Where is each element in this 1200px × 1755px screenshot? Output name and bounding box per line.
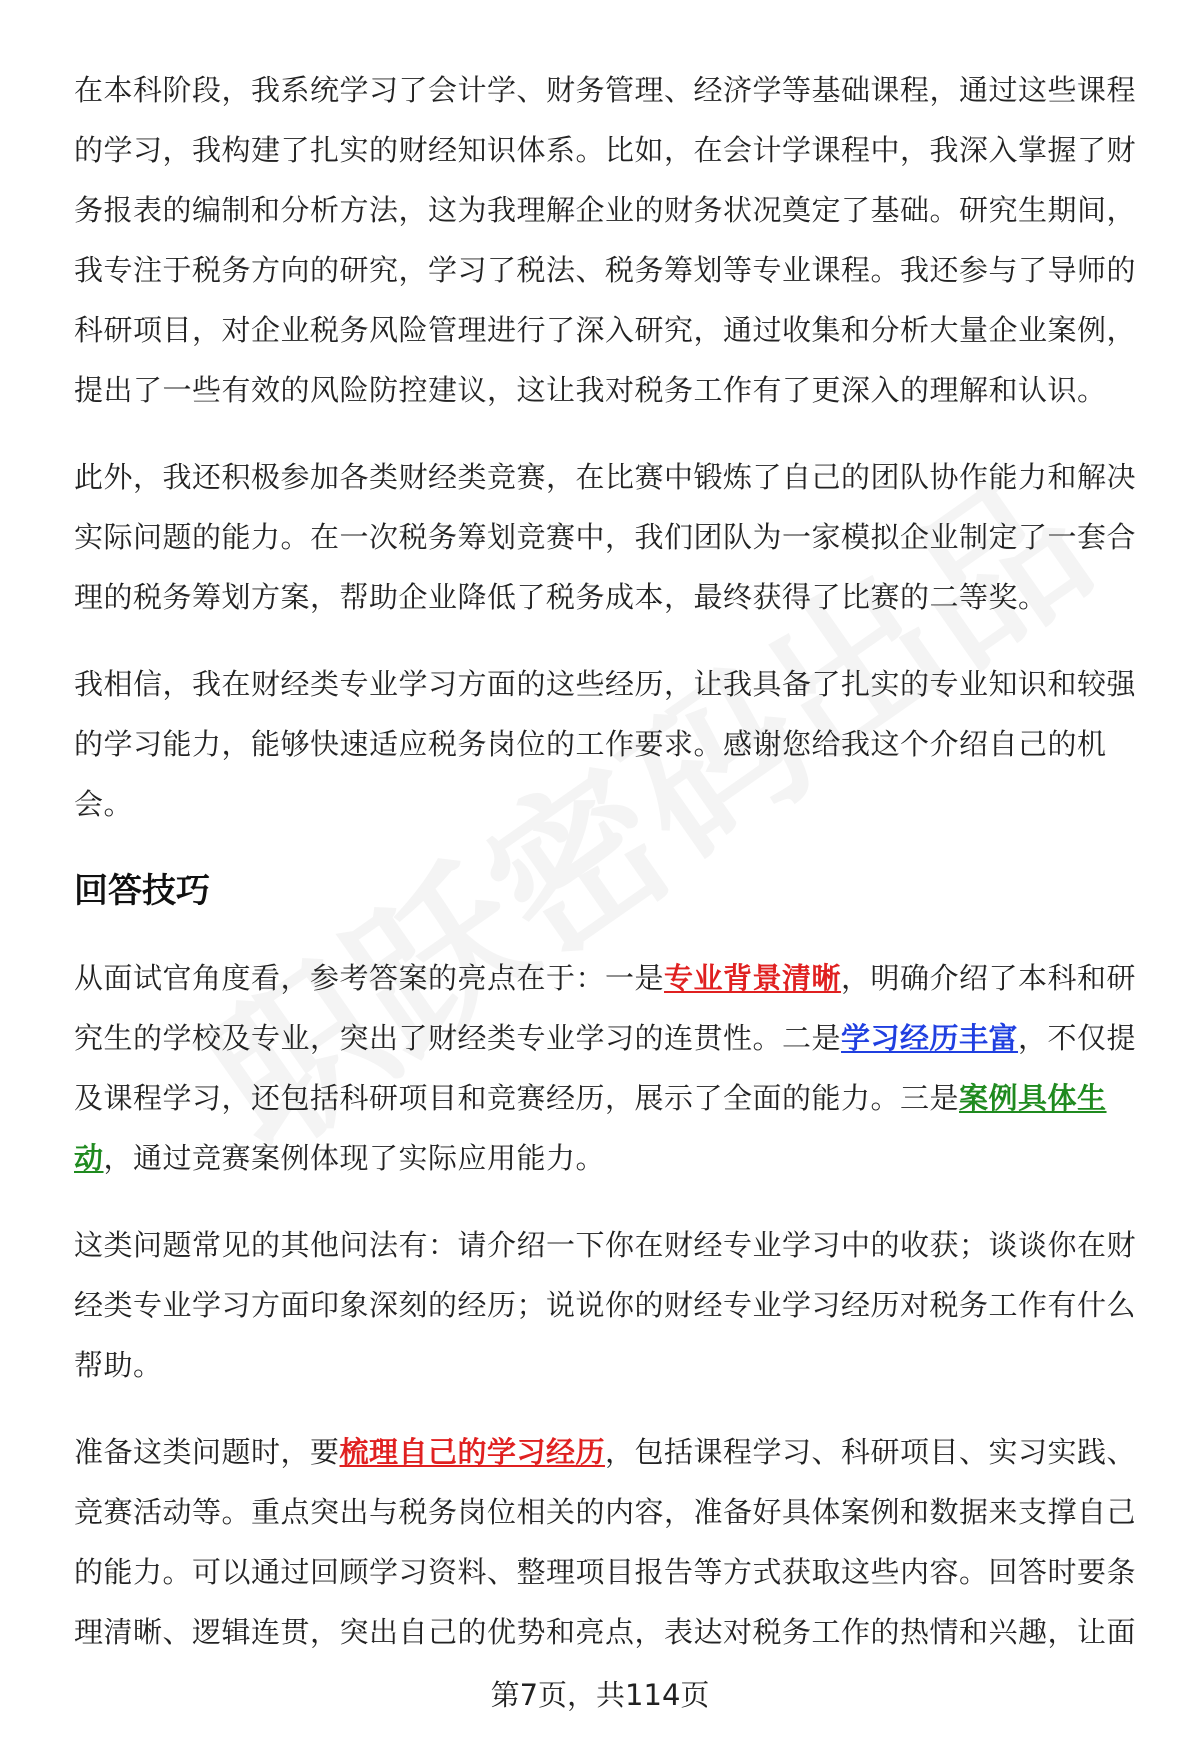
- tips-paragraph-highlights: [74, 948, 1146, 1188]
- text-segment: ，不仅提及课程学习，还包括科研项目和竞赛经历，展示了全面的能力。三是: [74, 1021, 1137, 1115]
- answer-paragraph-competition: 此外，我还积极参加各类财经类竞赛，在比赛中锻炼了自己的团队协作能力和解决实际问题的能力。在一次税务筹划竞赛中，我们团队为一家模拟企业制定了一套合理的税务筹划方案，帮助企业降低了税务成本，最终获得了比赛的二等奖。: [74, 460, 1137, 614]
- tips-paragraph-variants: 这类问题常见的其他问法有：请介绍一下你在财经专业学习中的收获；谈谈你在财经类专业学习方面印象深刻的经历；说说你的财经专业学习经历对税务工作有什么帮助。: [74, 1228, 1137, 1382]
- text-segment: ，明确介绍了本科和研究生的学校及专业，突出了财经类专业学习的连贯性。二是: [74, 961, 1137, 1055]
- page-number: 第7页，共114页: [490, 1678, 710, 1712]
- highlight-professional-background: 专业背景清晰: [664, 961, 842, 995]
- section-heading: 回答技巧: [74, 871, 210, 911]
- answer-paragraph-study: 在本科阶段，我系统学习了会计学、财务管理、经济学等基础课程，通过这些课程的学习，我构建了扎实的财经知识体系。比如，在会计学课程中，我深入掌握了财务报表的编制和分析方法，这为我理解企业的财务状况奠定了基础。研究生期间，我专注于税务方向的研究，学习了税法、税务筹划等专业课程。我还参与了导师的科研项目，对企业税务风险管理进行了深入研究，通过收集和分析大量企业案例，提出了一些有效的风险防控建议，这让我对税务工作有了更深入的理解和认识。: [74, 73, 1137, 407]
- highlight-rich-experience: 学习经历丰富: [841, 1021, 1019, 1055]
- text-segment: ，包括课程学习、科研项目、实习实践、竞赛活动等。重点突出与税务岗位相关的内容，准备好具体案例和数据来支撑自己的能力。可以通过回顾学习资料、整理项目报告等方式获取这些内容。回答时要条理清晰、逻辑连贯，突出自己的优势和亮点，表达对税务工作的热情和兴趣，让面: [74, 1435, 1137, 1649]
- tips-paragraph-preparation: [74, 1422, 1146, 1662]
- highlight-vivid-cases: 案例具体生动: [74, 1081, 1107, 1175]
- highlight-sort-experience: 梳理自己的学习经历: [339, 1435, 606, 1469]
- text-segment: 准备这类问题时，要: [74, 1435, 340, 1469]
- answer-paragraph-conclusion: 我相信，我在财经类专业学习方面的这些经历，让我具备了扎实的专业知识和较强的学习能力，能够快速适应税务岗位的工作要求。感谢您给我这个介绍自己的机会。: [74, 667, 1137, 821]
- document-body: [74, 60, 1146, 1689]
- text-segment: 从面试官角度看，参考答案的亮点在于：一是: [74, 961, 665, 995]
- text-segment: ，通过竞赛案例体现了实际应用能力。: [103, 1141, 606, 1175]
